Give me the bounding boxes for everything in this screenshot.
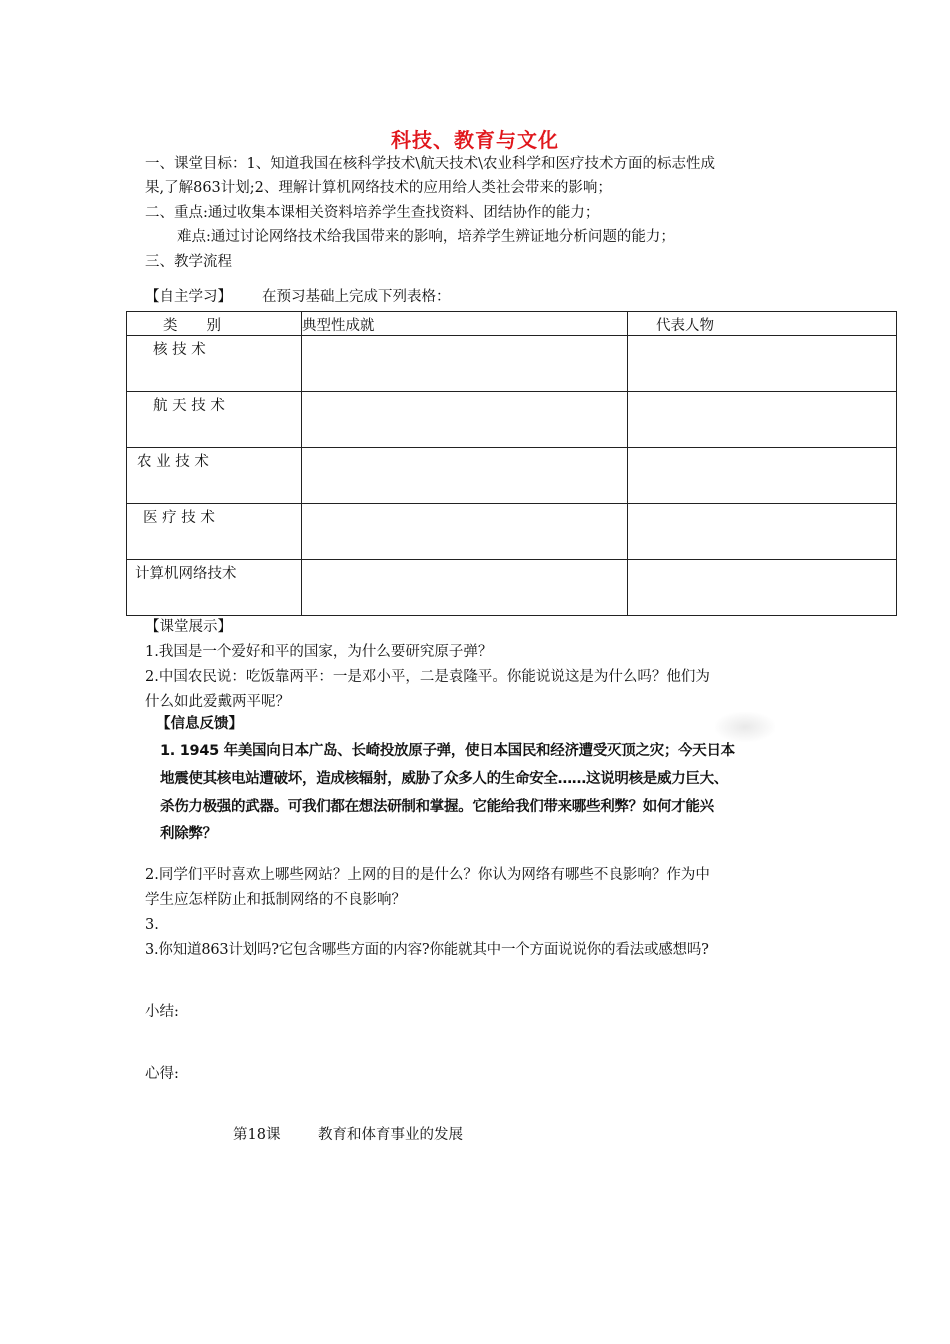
next-lesson-title: 教育和体育事业的发展 xyxy=(318,1127,463,1143)
feedback-label: 【信息反馈】 xyxy=(156,716,243,732)
table-cell-achievement[interactable] xyxy=(302,392,628,448)
class-show-label: 【课堂展示】 xyxy=(145,619,232,635)
table-cell-category: 农 业 技 术 xyxy=(127,448,302,504)
table-cell-category: 计算机网络技术 xyxy=(127,560,302,616)
question-network-line-2: 学生应怎样防止和抵制网络的不良影响？ xyxy=(145,892,406,908)
feedback-line-3: 杀伤力极强的武器。可我们都在想法研制和掌握。它能给我们带来哪些利弊？如何才能兴 xyxy=(160,799,714,815)
question-3-stub: 3. xyxy=(145,917,159,933)
table-row xyxy=(127,336,897,392)
question-2-line-2: 什么如此爱戴两平呢？ xyxy=(145,694,290,710)
table-cell-person[interactable] xyxy=(628,336,897,392)
table-cell-person[interactable] xyxy=(628,560,897,616)
teaching-flow-heading: 三、教学流程 xyxy=(145,254,232,270)
table-cell-person[interactable] xyxy=(628,504,897,560)
next-lesson-number: 第18课 xyxy=(233,1127,281,1143)
objectives-line-2: 果,了解863计划;2、理解计算机网络技术的应用给人类社会带来的影响； xyxy=(145,180,612,196)
table-cell-person[interactable] xyxy=(628,448,897,504)
table-header-person: 代表人物 xyxy=(628,312,897,336)
table-cell-person[interactable] xyxy=(628,392,897,448)
table-cell-achievement[interactable] xyxy=(302,448,628,504)
table-cell-achievement[interactable] xyxy=(302,504,628,560)
table-row xyxy=(127,448,897,504)
feedback-line-4: 利除弊？ xyxy=(160,826,217,842)
table-cell-category: 航 天 技 术 xyxy=(127,392,302,448)
summary-label: 小结: xyxy=(145,1004,179,1020)
table-row xyxy=(127,504,897,560)
table-row xyxy=(127,392,897,448)
key-point: 二、重点:通过收集本课相关资料培养学生查找资料、团结协作的能力； xyxy=(145,205,600,221)
self-study-label: 【自主学习】 xyxy=(145,289,232,305)
table-header-achievement: 典型性成就 xyxy=(302,312,628,336)
difficulty: 难点:通过讨论网络技术给我国带来的影响，培养学生辨证地分析问题的能力； xyxy=(177,229,675,245)
table-header-category: 类 别 xyxy=(127,312,302,336)
question-2-line-1: 2.中国农民说：吃饭靠两平：一是邓小平，二是袁隆平。你能说说这是为什么吗？他们为 xyxy=(145,669,710,685)
reflection-label: 心得: xyxy=(145,1066,179,1082)
table-cell-achievement[interactable] xyxy=(302,560,628,616)
achievement-table xyxy=(126,311,897,616)
self-study-instruction: 在预习基础上完成下列表格： xyxy=(262,289,451,305)
table-cell-achievement[interactable] xyxy=(302,336,628,392)
table-row xyxy=(127,560,897,616)
table-header-row xyxy=(127,312,897,336)
question-3: 3.你知道863计划吗?它包含哪些方面的内容?你能就其中一个方面说说你的看法或感想吗? xyxy=(145,942,709,958)
page-title: 科技、教育与文化 xyxy=(391,128,559,152)
feedback-line-2: 地震使其核电站遭破坏，造成核辐射，威胁了众多人的生命安全……这说明核是威力巨大、 xyxy=(160,771,728,787)
table-cell-category: 医 疗 技 术 xyxy=(127,504,302,560)
table-cell-category: 核 技 术 xyxy=(127,336,302,392)
question-network-line-1: 2.同学们平时喜欢上哪些网站？上网的目的是什么？你认为网络有哪些不良影响？作为中 xyxy=(145,867,710,883)
question-1: 1.我国是一个爱好和平的国家，为什么要研究原子弹？ xyxy=(145,644,493,660)
objectives-line-1: 一、课堂目标：1、知道我国在核科学技术\航天技术\农业科学和医疗技术方面的标志性成 xyxy=(145,156,715,172)
feedback-line-1: 1. 1945 年美国向日本广岛、长崎投放原子弹，使日本国民和经济遭受灭顶之灾；今天日本 xyxy=(160,743,735,759)
